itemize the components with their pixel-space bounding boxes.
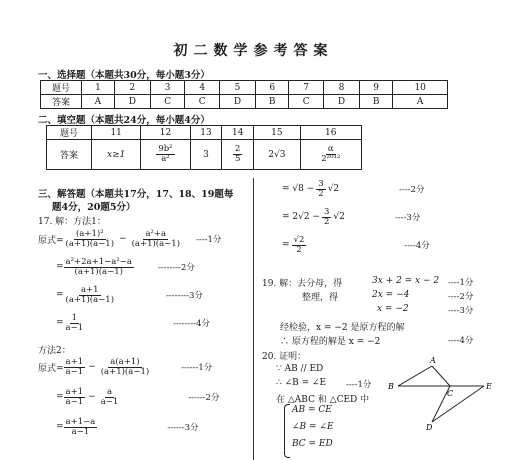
m2-l3-points: ------3分 <box>167 423 199 434</box>
choice-number: 1 <box>82 81 115 95</box>
fill-q-label: 题号 <box>47 126 92 140</box>
r1-frac-den: 2 <box>318 188 324 199</box>
m1-l3-num: a+1 <box>80 285 99 295</box>
m1-l1-op: − <box>119 234 127 245</box>
page-title: 初二数学参考答案 <box>173 43 334 59</box>
fill-answer-row <box>47 140 362 170</box>
m2-l2-f2-num: a <box>106 387 113 397</box>
column-divider <box>253 178 254 460</box>
r1-frac-num: 3 <box>318 179 324 189</box>
fill-heading: 二、填空题（本题共24分，每小题4分） <box>38 115 210 126</box>
point-c-label: C <box>447 389 454 398</box>
choice-answer: B <box>359 95 392 109</box>
choice-number: 2 <box>114 81 150 95</box>
m2-l3-num: a+1−a <box>65 417 96 427</box>
r-line2 <box>282 208 420 227</box>
q19-line1-label: 19. 解：去分母，得 <box>262 279 343 289</box>
choice-number: 10 <box>393 81 448 95</box>
choice-number: 6 <box>255 81 288 95</box>
choice-number-row <box>41 81 448 95</box>
fill-table <box>46 125 362 170</box>
q20-line2: ∴ ∠B = ∠E <box>276 378 327 388</box>
q20-cond1: AB = CE <box>292 405 332 415</box>
m1-l2-points: --------2分 <box>157 263 195 274</box>
m2-l2-op: − <box>88 392 96 403</box>
choice-number: 7 <box>289 81 324 95</box>
choice-answer: A <box>393 95 448 109</box>
triangle-figure <box>380 352 502 432</box>
choice-answer: C <box>150 95 185 109</box>
r-line1 <box>282 180 425 199</box>
r2-frac-den: 2 <box>324 216 330 227</box>
r1-b: √2 <box>327 184 340 195</box>
m1-line4: = $\frac{1}{a-1}$ --------4分 <box>56 313 211 333</box>
r1-points: ----2分 <box>399 185 425 196</box>
m1-l4-den: a−1 <box>65 322 84 333</box>
fill-answer-14 <box>222 140 254 170</box>
m2-line3: = $\frac{a+1-a}{a-1}$ ------3分 <box>56 417 199 437</box>
m2-l1-prefix: 原式= <box>38 363 64 374</box>
fill-a-label: 答案 <box>47 140 92 170</box>
solve-heading-line1: 三、解答题（本题共17分，17、18、19题每 <box>38 189 234 200</box>
r3-points: ----4分 <box>404 241 430 252</box>
q19-points4: ----4分 <box>448 336 474 346</box>
choice-answer: B <box>255 95 288 109</box>
choice-heading: 一、选择题（本题共30分，每小题3分） <box>38 70 210 81</box>
r-line3 <box>282 236 430 255</box>
q19-eq1: 3x + 2 = x − 2 <box>372 276 440 286</box>
fill-14-numerator: 2 <box>235 144 241 155</box>
choice-answer: D <box>114 95 150 109</box>
point-a-label: A <box>430 356 436 365</box>
m1-l1-prefix: 原式= <box>38 235 64 246</box>
choice-answer: C <box>185 95 220 109</box>
fill-answer-15: 2√3 <box>254 140 300 170</box>
m1-l4-points: --------4分 <box>173 319 211 330</box>
q20-brace <box>284 404 290 458</box>
fill-number: 12 <box>141 126 190 140</box>
q19-points2: ----2分 <box>448 292 474 302</box>
q20-line1: ∵ AB // ED <box>276 364 324 374</box>
q19-conclusion: ∴ 原方程的解是 x = −2 <box>280 337 381 347</box>
m2-l2-points: ------2分 <box>188 393 220 404</box>
fill-answer-12 <box>141 140 190 170</box>
point-d-label: D <box>426 423 433 432</box>
m1-line2: = $\frac{\text{a²+2a+1−a²−a}}{(a+1)(a-1)}$ --------2分 <box>56 257 195 277</box>
m2-l2-f2-den: a−1 <box>100 396 119 407</box>
m2-l1-points: ------1分 <box>181 363 213 374</box>
m1-l1-f2-num: a²+a <box>145 229 167 239</box>
q19-eq2: 2x = −4 <box>372 290 410 300</box>
choice-q-label: 题号 <box>41 81 82 95</box>
m2-line2: = $\frac{a+1}{a-1}$ − $\frac{a}{a-1}$ ------2分 <box>56 387 220 407</box>
m1-l1-f1-num: (a+1)² <box>75 229 104 239</box>
m1-l3-points: --------3分 <box>166 291 203 302</box>
r2-frac-num: 3 <box>324 207 330 217</box>
r3-frac-num: √2 <box>293 235 305 245</box>
m2-l2-f1-num: a+1 <box>65 387 84 397</box>
r2-a: = 2√2 − <box>282 212 320 223</box>
m1-l1-points: ----1分 <box>196 235 222 246</box>
q19-points3: ----3分 <box>448 306 474 316</box>
fill-12-denominator: a² <box>161 154 170 164</box>
fill-16-numerator: α <box>327 144 334 155</box>
q19-eq3: x = −2 <box>377 304 409 314</box>
q20-cond2: ∠B = ∠E <box>292 422 334 432</box>
fill-16-denominator: 2²⁰¹² <box>321 154 341 164</box>
m1-l2-num: a²+2a+1−a²−a <box>65 257 132 267</box>
solve-heading-line2: 题4分，20题5分） <box>52 202 136 213</box>
m2-l1-f1-den: a−1 <box>65 366 84 377</box>
r3-a: = <box>282 240 290 251</box>
segment-ac <box>432 366 450 386</box>
fill-number-row <box>47 126 362 140</box>
m2-l3-den: a−1 <box>71 426 90 437</box>
m1-l2-den: (a+1)(a−1) <box>74 266 123 277</box>
m1-l4-num: 1 <box>71 313 78 323</box>
fill-12-numerator: 9b² <box>158 144 173 155</box>
m2-line1 <box>38 358 212 377</box>
m2-l1-f2-num: a(a+1) <box>110 357 140 367</box>
q20-line3: 在 △ABC 和 △CED 中 <box>276 395 370 405</box>
fill-number: 13 <box>190 126 222 140</box>
q19-check: 经检验，x = −2 是原方程的解 <box>280 323 405 333</box>
choice-answer: A <box>82 95 115 109</box>
m2-label: 方法2： <box>38 346 71 356</box>
choice-answer: D <box>323 95 359 109</box>
m1-line1 <box>38 230 221 249</box>
m2-l1-f1-num: a+1 <box>65 357 84 367</box>
q20-points1: ----1分 <box>346 380 372 390</box>
segment-de <box>432 386 484 422</box>
fill-number: 14 <box>222 126 254 140</box>
choice-table <box>40 80 448 109</box>
fill-14-denominator: 5 <box>235 154 241 164</box>
choice-number: 5 <box>219 81 255 95</box>
fill-number: 11 <box>92 126 141 140</box>
point-e-label: E <box>486 382 492 391</box>
fill-number: 16 <box>300 126 361 140</box>
m1-l1-f2-den: (a+1)(a−1) <box>131 238 181 249</box>
choice-answer-row <box>41 95 448 109</box>
choice-a-label: 答案 <box>41 95 82 109</box>
q17-label: 17. 解：方法1： <box>38 217 106 227</box>
choice-number: 4 <box>185 81 220 95</box>
fill-answer-16 <box>300 140 361 170</box>
choice-number: 3 <box>150 81 185 95</box>
m2-l1-op: − <box>88 362 96 373</box>
m2-l2-f1-den: a−1 <box>65 396 84 407</box>
fill-answer-11: x≥1 <box>92 140 141 170</box>
choice-answer: D <box>219 95 255 109</box>
m1-line3: = $\frac{a+1}{(a+1)(a-1)}$ --------3分 <box>56 285 203 305</box>
r2-points: ----3分 <box>394 213 421 224</box>
m1-l1-f1-den: (a+1)(a−1) <box>65 238 115 249</box>
point-b-label: B <box>388 382 394 391</box>
segment-ba <box>398 366 432 386</box>
choice-answer: C <box>289 95 324 109</box>
r3-frac-den: 2 <box>296 244 302 255</box>
m2-l1-f2-den: (a+1)(a−1) <box>100 366 150 377</box>
r2-b: √2 <box>333 212 345 223</box>
m1-l3-den: (a+1)(a−1) <box>65 294 115 305</box>
r1-a: = √8 − <box>282 184 315 195</box>
q19-line2-label: 整理，得 <box>302 293 339 303</box>
q20-label: 20. 证明： <box>262 352 307 362</box>
choice-number: 9 <box>359 81 392 95</box>
q19-points1: ----1分 <box>448 278 474 288</box>
choice-number: 8 <box>323 81 359 95</box>
q20-cond3: BC = ED <box>292 439 333 449</box>
fill-number: 15 <box>254 126 300 140</box>
fill-answer-13: 3 <box>190 140 222 170</box>
